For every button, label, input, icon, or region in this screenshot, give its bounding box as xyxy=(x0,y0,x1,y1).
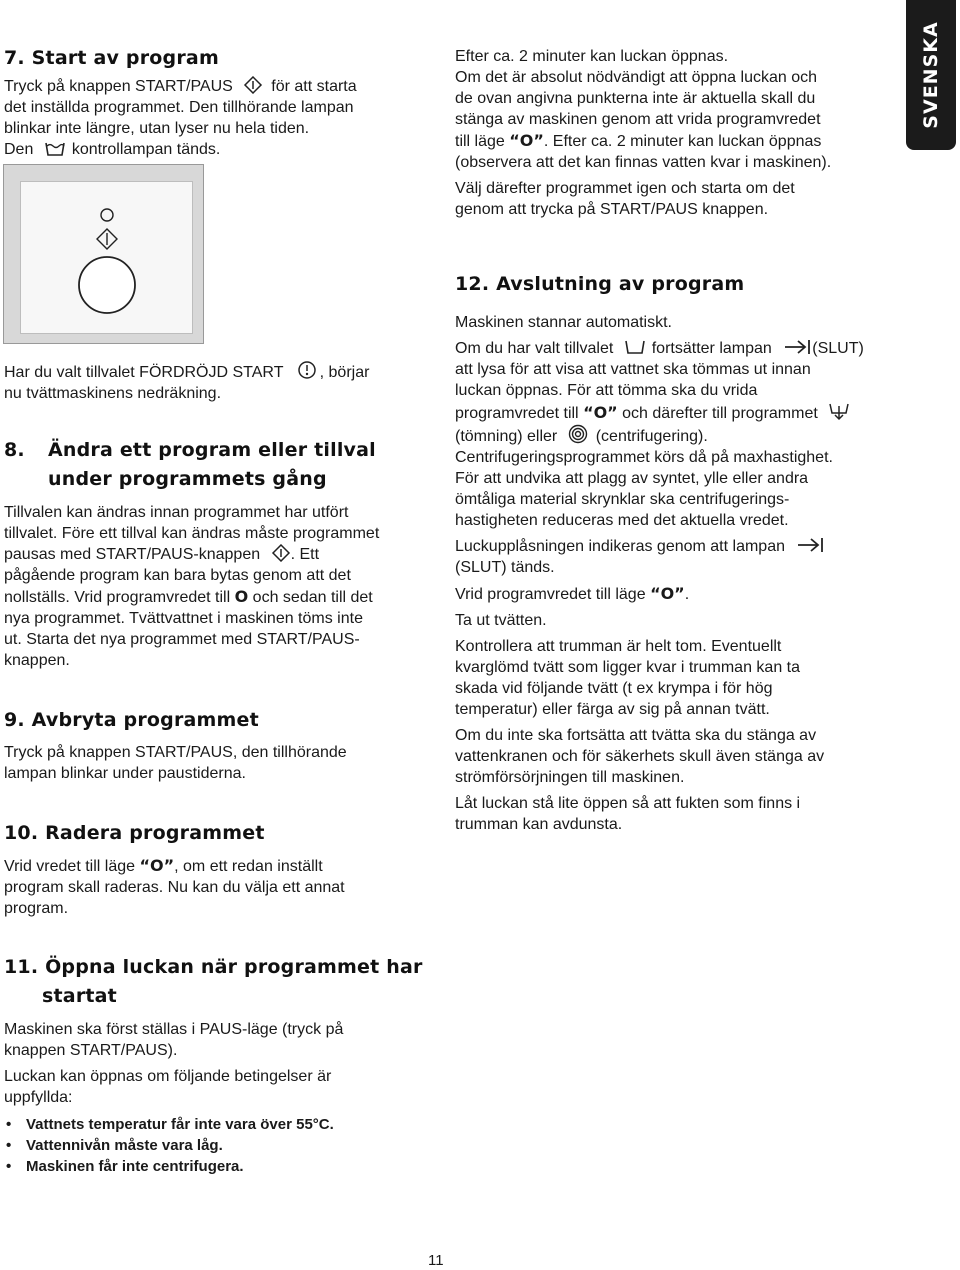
section-9-title: 9. Avbryta programmet xyxy=(4,709,259,731)
list-item: • Vattnets temperatur får inte vara över 55°C. xyxy=(4,1114,334,1135)
start-pause-icon xyxy=(243,76,263,94)
section-11-title: 11. Öppna luckan när programmet har startat xyxy=(4,956,423,1007)
end-arrow-icon xyxy=(784,338,812,356)
end-arrow-icon xyxy=(797,536,825,554)
list-item: • Maskinen får inte centrifugera. xyxy=(4,1156,334,1177)
language-tab xyxy=(906,0,956,150)
section-8-title: Ändra ett program eller tillval under programmets gång xyxy=(48,439,376,490)
door-open-text: Efter ca. 2 minuter kan luckan öppnas. Om det är absolut nödvändigt att öppna luckan och de ovan angivna punkterna inte är aktuella skall du stänga av maskinen genom att vrida programvredet till läge “O”. Efter ca. 2 minuter kan luckan öppnas (observera att det kan finnas vatten kvar i maskinen). Välj därefter programmet igen och starta om det genom att trycka på START/PAUS knappen. xyxy=(455,48,832,218)
start-pause-button xyxy=(79,257,135,313)
wash-tub-icon xyxy=(44,139,66,157)
section-7-title: 7. Start av program xyxy=(4,47,219,69)
section-9-text: Tryck på knappen START/PAUS, den tillhörande lampan blinkar under paustiderna. xyxy=(4,744,347,782)
control-panel-drawing xyxy=(21,182,192,333)
page-number: 11 xyxy=(428,1252,444,1269)
section-10-text: Vrid vredet till läge “O”, om ett redan inställt program skall raderas. Nu kan du välja ett annat program. xyxy=(4,856,345,917)
list-item: • Vattennivån måste vara låg. xyxy=(4,1135,334,1156)
door-conditions-list xyxy=(4,1114,334,1177)
language-tab-label: SVENSKA xyxy=(920,21,942,129)
drain-icon xyxy=(828,401,850,421)
indicator-lamp-icon xyxy=(101,209,113,221)
section-11-text: Maskinen ska först ställas i PAUS-läge (tryck på knappen START/PAUS). Luckan kan öppnas om följande betingelser är uppfyllda: xyxy=(4,1021,344,1106)
delay-start-icon xyxy=(296,360,318,380)
section-8-text: Tillvalen kan ändras innan programmet har utfört tillvalet. Före ett tillval kan ändras måste programmet pausas med START/PAUS-knappen . Ett pågående program kan bara bytas genom att det nollställs. Vrid programvredet till O och sedan till det nya programmet. Tvättvattnet i maskinen töms inte ut. Starta det nya programmet med START/PAUS- knappen. xyxy=(4,504,380,669)
section-8-number: 8. xyxy=(4,439,25,461)
section-12-text: Maskinen stannar automatiskt. Om du har valt tillvalet fortsätter lampan (SLUT) att lysa för att visa att vattnet ska tömmas ut innan luckan öppnas. För att tömma ska du vrida programvredet till “O” och därefter till programmet (tömning) eller (centrifugering). Centrifugeringsprogrammet körs då på maxhastighet. För att undvika att plagg av syntet, ylle eller andra ömtåliga material skrynklar ska centrifugerings- hastigheten reduceras med det aktuella vredet. Luckupplåsningen indikeras genom att lampan (SLUT) tänds. Vrid programvredet till läge “O”. Ta ut tvätten. Kontrollera att trumman är helt tom. Eventuellt kvarglömd tvätt som ligger kvar i trumman kan ta skada vid följande tvätt (t ex krympa i för hög temperatur) eller färga av sig på annan tvätt. Om du inte ska fortsätta att tvätta ska du stänga av vattenkranen och för säkerhets skull även stänga av strömförsörjningen till maskinen. Låt luckan stå lite öppen så att fukten som finns i trumman kan avdunsta. xyxy=(455,314,864,833)
section-10-title: 10. Radera programmet xyxy=(4,822,265,844)
control-panel-illustration xyxy=(3,164,204,344)
spin-icon xyxy=(568,424,588,444)
rinse-hold-icon xyxy=(624,338,646,356)
start-pause-icon xyxy=(271,544,291,562)
section-7-text: Tryck på knappen START/PAUS för att starta det inställda programmet. Den tillhörande lampan blinkar inte längre, utan lyser nu hela tiden. Den kontrollampan tänds. xyxy=(4,78,357,158)
section-12-title: 12. Avslutning av program xyxy=(455,273,745,295)
delay-start-text: Har du valt tillvalet FÖRDRÖJD START , börjar nu tvättmaskinens nedräkning. xyxy=(4,360,369,404)
